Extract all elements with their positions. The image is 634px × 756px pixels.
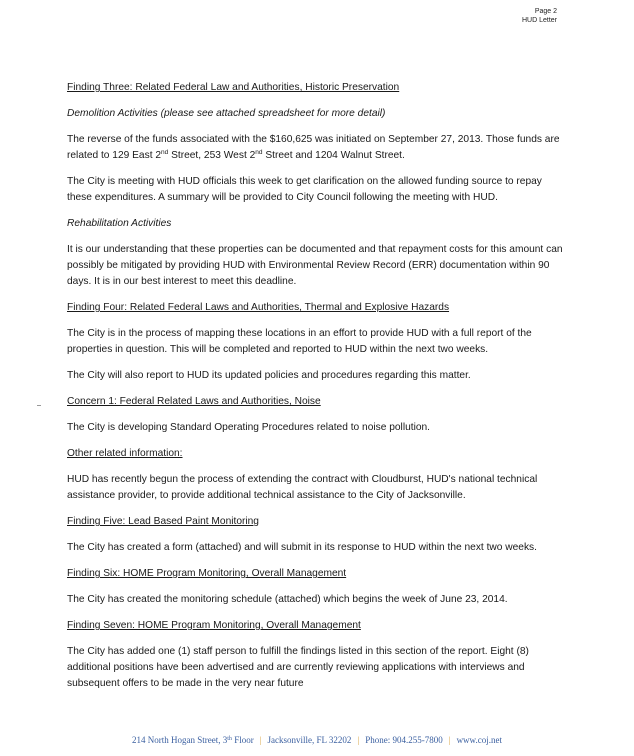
footer-phone: Phone: 904.255-7800 [365, 735, 443, 745]
document-label: HUD Letter [521, 17, 557, 24]
page-number: Page 2 [534, 8, 557, 15]
concern-one-heading: Concern 1: Federal Related Laws and Authorities, Noise [67, 396, 321, 407]
paragraph-schedule: The City has created the monitoring schedule (attached) which begins the week of June 23, 2014. [67, 594, 508, 605]
paragraph-policies: The City will also report to HUD its updated policies and procedures regarding this matter. [67, 370, 471, 381]
paragraph-staff: The City has added one (1) staff person to fulfill the findings listed in this section of the report. Eight (8) additional positions have been advertised and are currently reviewing applications with interviews and subsequent offers to be made in the very near future [67, 646, 529, 689]
finding-six-heading: Finding Six: HOME Program Monitoring, Overall Management [67, 568, 347, 579]
rehabilitation-heading: Rehabilitation Activities [67, 218, 172, 229]
footer-city: Jacksonville, FL 32202 [267, 735, 352, 745]
finding-four-heading: Finding Four: Related Federal Laws and Authorities, Thermal and Explosive Hazards [67, 302, 450, 313]
finding-three-heading: Finding Three: Related Federal Law and Authorities, Historic Preservation [67, 82, 400, 93]
paragraph-cloudburst: HUD has recently begun the process of extending the contract with Cloudburst, HUD's national technical assistance provider, to provide additional technical assistance to the City of Jacksonville. [67, 474, 538, 501]
page-header [522, 7, 557, 25]
paragraph-funds: The reverse of the funds associated with the $160,625 was initiated on September 27, 2013. Those funds are related to 129 East 2nd Street, 253 West 2nd Street and 1204 Walnut Street. [67, 134, 560, 161]
footer-website-link[interactable]: www.coj.net [456, 735, 502, 745]
paragraph-meeting: The City is meeting with HUD officials this week to get clarification on the allowed funding source to repay these expenditures. A summary will be provided to City Council following the meeting with HUD. [67, 176, 542, 203]
paragraph-mapping: The City is in the process of mapping these locations in an effort to provide HUD with a full report of the properties in question. This will be completed and reported to HUD within the next two weeks. [67, 328, 532, 355]
footer-separator: | [259, 735, 262, 745]
margin-mark [37, 405, 41, 406]
paragraph-err: It is our understanding that these properties can be documented and that repayment costs for this amount can possibly be mitigated by providing HUD with Environmental Review Record (ERR) documentation within 90 days. It is in our best interest to meet this deadline. [67, 244, 563, 287]
letter-body [67, 80, 567, 692]
paragraph-form: The City has created a form (attached) and will submit in its response to HUD within the next two weeks. [67, 542, 537, 553]
footer-separator: | [357, 735, 360, 745]
other-info-heading: Other related information: [67, 448, 183, 459]
footer-separator: | [448, 735, 451, 745]
finding-five-heading: Finding Five: Lead Based Paint Monitoring [67, 516, 259, 527]
finding-seven-heading: Finding Seven: HOME Program Monitoring, Overall Management [67, 620, 361, 631]
demolition-heading: Demolition Activities (please see attached spreadsheet for more detail) [67, 108, 386, 119]
letter-footer [0, 735, 634, 745]
paragraph-noise: The City is developing Standard Operating Procedures related to noise pollution. [67, 422, 431, 433]
footer-address: 214 North Hogan Street, 3th Floor [132, 735, 254, 745]
